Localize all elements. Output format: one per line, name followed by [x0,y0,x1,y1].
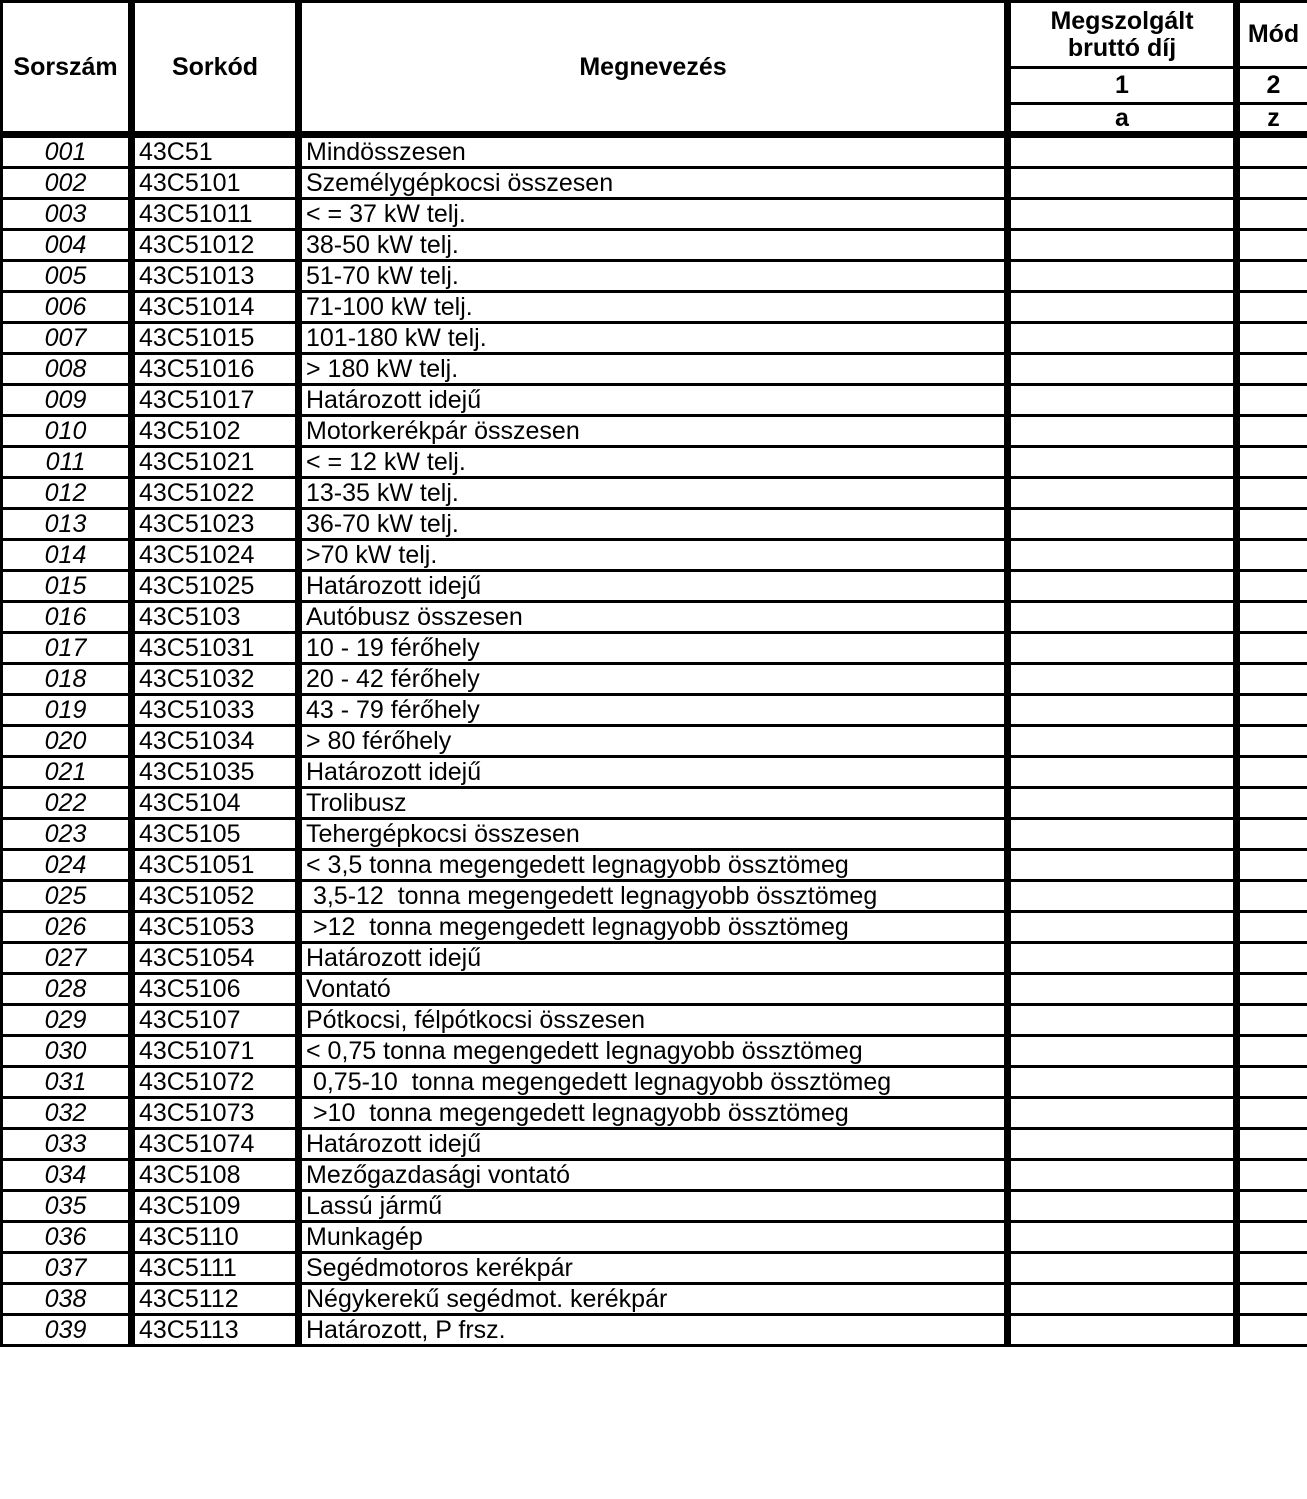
table-row [2,478,1307,509]
row-megnevezes: Lassú jármű [299,1191,1008,1222]
row-sorszam: 028 [2,974,132,1005]
row-sorszam: 011 [2,447,132,478]
row-sorkod: 43C51023 [132,509,299,540]
table-row [2,974,1307,1005]
row-sorszam: 038 [2,1284,132,1315]
row-mod-value [1237,1191,1307,1222]
row-mod-value [1237,292,1307,323]
row-mod-value [1237,509,1307,540]
row-brutto-dij-value [1008,168,1237,199]
row-sorszam: 018 [2,664,132,695]
table-row [2,912,1307,943]
row-sorkod: 43C51022 [132,478,299,509]
row-megnevezes: 20 - 42 férőhely [299,664,1008,695]
row-sorkod: 43C5107 [132,1005,299,1036]
row-megnevezes: Határozott idejű [299,385,1008,416]
table-row [2,261,1307,292]
row-brutto-dij-value [1008,726,1237,757]
row-megnevezes: < = 12 kW telj. [299,447,1008,478]
row-megnevezes: Határozott, P frsz. [299,1315,1008,1346]
row-mod-value [1237,571,1307,602]
table-row [2,385,1307,416]
row-sorszam: 024 [2,850,132,881]
row-mod-value [1237,912,1307,943]
row-brutto-dij-value [1008,1222,1237,1253]
row-brutto-dij-value [1008,1284,1237,1315]
row-megnevezes: >70 kW telj. [299,540,1008,571]
row-sorkod: 43C5113 [132,1315,299,1346]
table-row [2,1315,1307,1346]
row-brutto-dij-value [1008,1315,1237,1346]
row-sorszam: 013 [2,509,132,540]
row-brutto-dij-value [1008,385,1237,416]
row-sorszam: 015 [2,571,132,602]
row-sorkod: 43C51033 [132,695,299,726]
row-sorkod: 43C5104 [132,788,299,819]
row-sorszam: 016 [2,602,132,633]
table-row [2,1284,1307,1315]
row-brutto-dij-value [1008,230,1237,261]
header-mod-number: 2 [1237,68,1307,104]
row-sorkod: 43C51021 [132,447,299,478]
row-sorkod: 43C51025 [132,571,299,602]
table-row [2,695,1307,726]
row-brutto-dij-value [1008,633,1237,664]
row-brutto-dij-value [1008,1005,1237,1036]
row-brutto-dij-value [1008,664,1237,695]
table-row [2,416,1307,447]
row-sorkod: 43C51071 [132,1036,299,1067]
row-mod-value [1237,168,1307,199]
row-sorszam: 001 [2,135,132,168]
row-mod-value [1237,1098,1307,1129]
table-row [2,571,1307,602]
row-mod-value [1237,261,1307,292]
row-sorszam: 029 [2,1005,132,1036]
row-sorkod: 43C51073 [132,1098,299,1129]
table-row [2,1253,1307,1284]
row-megnevezes: Segédmotoros kerékpár [299,1253,1008,1284]
row-sorkod: 43C51051 [132,850,299,881]
row-brutto-dij-value [1008,1067,1237,1098]
row-megnevezes: >12 tonna megengedett legnagyobb össztömeg [299,912,1008,943]
row-megnevezes: < 0,75 tonna megengedett legnagyobb össztömeg [299,1036,1008,1067]
table-row [2,135,1307,168]
table-row [2,540,1307,571]
row-megnevezes: 13-35 kW telj. [299,478,1008,509]
row-sorkod: 43C51012 [132,230,299,261]
row-sorkod: 43C51053 [132,912,299,943]
row-sorszam: 037 [2,1253,132,1284]
row-sorszam: 019 [2,695,132,726]
row-brutto-dij-value [1008,354,1237,385]
row-sorszam: 010 [2,416,132,447]
row-mod-value [1237,385,1307,416]
table-row [2,788,1307,819]
row-brutto-dij-value [1008,850,1237,881]
table-row [2,230,1307,261]
header-megnevezes: Megnevezés [299,2,1008,135]
row-mod-value [1237,1129,1307,1160]
row-megnevezes: Határozott idejű [299,571,1008,602]
header-mod: Mód [1237,2,1307,68]
row-megnevezes: 51-70 kW telj. [299,261,1008,292]
row-sorkod: 43C51052 [132,881,299,912]
row-megnevezes: Határozott idejű [299,757,1008,788]
row-brutto-dij-value [1008,1160,1237,1191]
header-mod-letter: z [1237,104,1307,135]
row-mod-value [1237,230,1307,261]
table-row [2,1129,1307,1160]
row-sorkod: 43C5101 [132,168,299,199]
row-mod-value [1237,633,1307,664]
table-row [2,292,1307,323]
table-row [2,757,1307,788]
row-megnevezes: < = 37 kW telj. [299,199,1008,230]
row-mod-value [1237,788,1307,819]
row-sorkod: 43C5110 [132,1222,299,1253]
row-mod-value [1237,695,1307,726]
table-row [2,850,1307,881]
table-row [2,447,1307,478]
table-row [2,354,1307,385]
row-brutto-dij-value [1008,1129,1237,1160]
row-sorszam: 033 [2,1129,132,1160]
row-brutto-dij-value [1008,509,1237,540]
row-sorszam: 020 [2,726,132,757]
row-mod-value [1237,1222,1307,1253]
table-row [2,664,1307,695]
row-megnevezes: Határozott idejű [299,943,1008,974]
row-megnevezes: > 80 férőhely [299,726,1008,757]
row-sorszam: 027 [2,943,132,974]
row-megnevezes: Trolibusz [299,788,1008,819]
row-mod-value [1237,1315,1307,1346]
row-sorszam: 008 [2,354,132,385]
row-sorszam: 030 [2,1036,132,1067]
row-brutto-dij-value [1008,416,1237,447]
row-brutto-dij-value [1008,261,1237,292]
row-mod-value [1237,447,1307,478]
row-brutto-dij-value [1008,571,1237,602]
row-sorkod: 43C51015 [132,323,299,354]
row-mod-value [1237,881,1307,912]
row-sorszam: 039 [2,1315,132,1346]
table-row [2,819,1307,850]
row-sorszam: 031 [2,1067,132,1098]
row-megnevezes: < 3,5 tonna megengedett legnagyobb össztömeg [299,850,1008,881]
row-mod-value [1237,1160,1307,1191]
table-row [2,509,1307,540]
table-body [2,135,1307,1346]
row-brutto-dij-value [1008,757,1237,788]
row-brutto-dij-value [1008,478,1237,509]
row-sorszam: 021 [2,757,132,788]
row-mod-value [1237,135,1307,168]
row-sorkod: 43C51034 [132,726,299,757]
row-sorkod: 43C51017 [132,385,299,416]
header-sorkod: Sorkód [132,2,299,135]
row-sorszam: 032 [2,1098,132,1129]
row-brutto-dij-value [1008,943,1237,974]
row-megnevezes: 71-100 kW telj. [299,292,1008,323]
row-sorkod: 43C51024 [132,540,299,571]
row-mod-value [1237,602,1307,633]
row-sorszam: 009 [2,385,132,416]
table-row [2,1098,1307,1129]
row-brutto-dij-value [1008,695,1237,726]
row-brutto-dij-value [1008,881,1237,912]
row-brutto-dij-value [1008,135,1237,168]
row-sorkod: 43C5112 [132,1284,299,1315]
row-mod-value [1237,416,1307,447]
row-megnevezes: >10 tonna megengedett legnagyobb össztömeg [299,1098,1008,1129]
row-brutto-dij-value [1008,447,1237,478]
row-brutto-dij-value [1008,292,1237,323]
row-megnevezes: 0,75-10 tonna megengedett legnagyobb össztömeg [299,1067,1008,1098]
row-sorkod: 43C51032 [132,664,299,695]
header-dij-number: 1 [1008,68,1237,104]
row-mod-value [1237,199,1307,230]
row-brutto-dij-value [1008,1253,1237,1284]
row-sorszam: 003 [2,199,132,230]
row-sorszam: 002 [2,168,132,199]
row-megnevezes: 3,5-12 tonna megengedett legnagyobb össztömeg [299,881,1008,912]
row-sorkod: 43C5105 [132,819,299,850]
table-row [2,323,1307,354]
row-sorszam: 036 [2,1222,132,1253]
row-mod-value [1237,1036,1307,1067]
row-mod-value [1237,1067,1307,1098]
table-row [2,168,1307,199]
row-megnevezes: Pótkocsi, félpótkocsi összesen [299,1005,1008,1036]
row-sorszam: 035 [2,1191,132,1222]
row-mod-value [1237,323,1307,354]
row-mod-value [1237,943,1307,974]
row-sorkod: 43C51035 [132,757,299,788]
row-brutto-dij-value [1008,1098,1237,1129]
row-mod-value [1237,1253,1307,1284]
row-megnevezes: Tehergépkocsi összesen [299,819,1008,850]
row-brutto-dij-value [1008,323,1237,354]
header-dij-letter: a [1008,104,1237,135]
row-megnevezes: 10 - 19 férőhely [299,633,1008,664]
row-sorszam: 026 [2,912,132,943]
row-sorkod: 43C51016 [132,354,299,385]
table-row [2,1191,1307,1222]
row-megnevezes: Autóbusz összesen [299,602,1008,633]
row-megnevezes: 36-70 kW telj. [299,509,1008,540]
table-row [2,726,1307,757]
row-megnevezes: Motorkerékpár összesen [299,416,1008,447]
row-brutto-dij-value [1008,912,1237,943]
table-row [2,602,1307,633]
row-sorszam: 023 [2,819,132,850]
row-mod-value [1237,819,1307,850]
row-sorkod: 43C51054 [132,943,299,974]
row-mod-value [1237,478,1307,509]
row-mod-value [1237,540,1307,571]
row-sorszam: 005 [2,261,132,292]
row-megnevezes: 38-50 kW telj. [299,230,1008,261]
row-brutto-dij-value [1008,1191,1237,1222]
table-row [2,1160,1307,1191]
header-sorszam: Sorszám [2,2,132,135]
row-sorkod: 43C51072 [132,1067,299,1098]
table-row [2,1222,1307,1253]
row-megnevezes: 101-180 kW telj. [299,323,1008,354]
row-brutto-dij-value [1008,602,1237,633]
row-mod-value [1237,354,1307,385]
row-sorkod: 43C5106 [132,974,299,1005]
table-row [2,881,1307,912]
row-mod-value [1237,1005,1307,1036]
row-megnevezes: Személygépkocsi összesen [299,168,1008,199]
row-sorkod: 43C51 [132,135,299,168]
row-sorkod: 43C5111 [132,1253,299,1284]
row-megnevezes: > 180 kW telj. [299,354,1008,385]
row-megnevezes: Mezőgazdasági vontató [299,1160,1008,1191]
row-megnevezes: Négykerekű segédmot. kerékpár [299,1284,1008,1315]
header-brutto-dij: Megszolgált bruttó díj [1008,2,1237,68]
row-brutto-dij-value [1008,788,1237,819]
row-sorszam: 025 [2,881,132,912]
row-sorkod: 43C5109 [132,1191,299,1222]
row-brutto-dij-value [1008,974,1237,1005]
table-row [2,1036,1307,1067]
table-row [2,633,1307,664]
row-brutto-dij-value [1008,199,1237,230]
table-row [2,943,1307,974]
row-megnevezes: Munkagép [299,1222,1008,1253]
row-mod-value [1237,726,1307,757]
row-sorszam: 014 [2,540,132,571]
row-mod-value [1237,664,1307,695]
row-sorkod: 43C5103 [132,602,299,633]
row-sorkod: 43C51074 [132,1129,299,1160]
row-brutto-dij-value [1008,540,1237,571]
row-sorszam: 017 [2,633,132,664]
row-megnevezes: 43 - 79 férőhely [299,695,1008,726]
row-brutto-dij-value [1008,819,1237,850]
table-header [2,2,1307,135]
row-mod-value [1237,1284,1307,1315]
table-row [2,1067,1307,1098]
table-row [2,1005,1307,1036]
table-row [2,199,1307,230]
row-sorkod: 43C5102 [132,416,299,447]
row-sorszam: 006 [2,292,132,323]
row-sorszam: 012 [2,478,132,509]
row-sorkod: 43C51013 [132,261,299,292]
row-brutto-dij-value [1008,1036,1237,1067]
row-sorkod: 43C51031 [132,633,299,664]
row-sorkod: 43C51011 [132,199,299,230]
row-sorszam: 007 [2,323,132,354]
row-mod-value [1237,757,1307,788]
row-sorszam: 004 [2,230,132,261]
row-mod-value [1237,974,1307,1005]
row-megnevezes: Vontató [299,974,1008,1005]
row-sorkod: 43C5108 [132,1160,299,1191]
row-sorszam: 022 [2,788,132,819]
row-megnevezes: Mindösszesen [299,135,1008,168]
row-megnevezes: Határozott idejű [299,1129,1008,1160]
row-sorszam: 034 [2,1160,132,1191]
row-sorkod: 43C51014 [132,292,299,323]
row-mod-value [1237,850,1307,881]
